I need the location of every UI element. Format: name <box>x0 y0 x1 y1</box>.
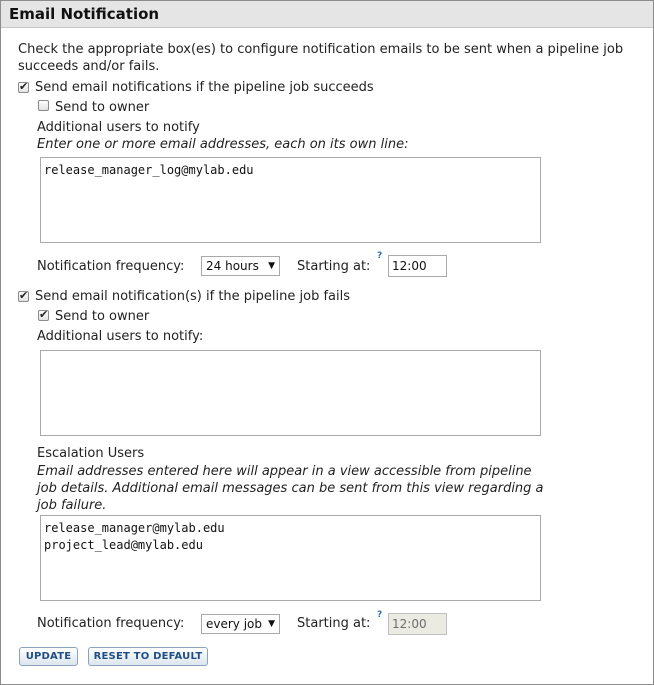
help-icon[interactable]: ? <box>377 610 383 620</box>
failure-owner-checkbox[interactable] <box>38 310 49 321</box>
check-icon: ✔ <box>19 80 29 93</box>
chevron-down-icon: ▼ <box>268 619 275 629</box>
success-checkbox-label: Send email notifications if the pipeline job succeeds <box>35 80 374 95</box>
panel-title: Email Notification <box>1 1 653 28</box>
check-icon: ✔ <box>39 308 49 321</box>
escalation-hint: Email addresses entered here will appear in a view accessible from pipeline job details. Additional email messages can be sent from this view regarding a job failure. <box>37 464 544 513</box>
failure-frequency-label: Notification frequency: <box>37 616 185 631</box>
reset-to-default-button[interactable]: RESET TO DEFAULT <box>88 647 208 666</box>
failure-starting-label: Starting at: <box>297 616 371 631</box>
failure-starting-input: 12:00 <box>388 613 447 635</box>
success-checkbox[interactable] <box>18 82 29 93</box>
failure-emails-textarea[interactable] <box>40 350 541 436</box>
success-frequency-label: Notification frequency: <box>37 259 185 274</box>
success-additional-label: Additional users to notify <box>37 120 200 135</box>
check-icon: ✔ <box>19 289 29 302</box>
failure-checkbox[interactable] <box>18 291 29 302</box>
success-starting-label: Starting at: <box>297 259 371 274</box>
chevron-down-icon: ▼ <box>268 261 275 271</box>
success-emails-textarea[interactable]: release_manager_log@mylab.edu <box>40 157 541 243</box>
failure-checkbox-label: Send email notification(s) if the pipeline job fails <box>35 289 350 304</box>
success-starting-input[interactable]: 12:00 <box>388 255 447 277</box>
help-icon[interactable]: ? <box>377 251 383 261</box>
failure-frequency-value: every job <box>206 617 263 631</box>
success-frequency-value: 24 hours <box>206 259 259 273</box>
success-frequency-select[interactable] <box>201 256 280 276</box>
failure-additional-label: Additional users to notify: <box>37 329 204 344</box>
escalation-label: Escalation Users <box>37 446 145 461</box>
success-owner-checkbox[interactable] <box>38 100 49 111</box>
escalation-emails-textarea[interactable]: release_manager@mylab.edu project_lead@mylab.edu <box>40 515 541 601</box>
failure-owner-label: Send to owner <box>55 309 150 324</box>
success-additional-hint: Enter one or more email addresses, each on its own line: <box>37 137 409 152</box>
failure-frequency-select[interactable] <box>201 614 280 634</box>
update-button[interactable]: UPDATE <box>19 647 78 666</box>
success-owner-label: Send to owner <box>55 100 150 115</box>
intro-text: Check the appropriate box(es) to configure notification emails to be sent when a pipeline job succeeds and/or fails. <box>18 42 624 74</box>
